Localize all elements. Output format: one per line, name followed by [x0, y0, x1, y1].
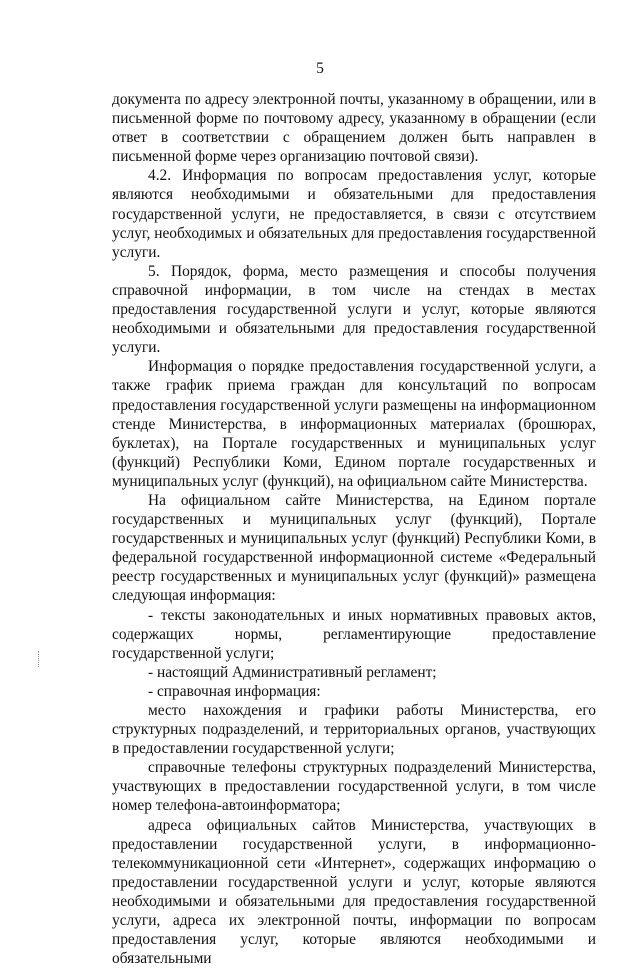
scan-margin-mark [38, 651, 40, 667]
paragraph-location-schedule: место нахождения и графики работы Министерства, его структурных подразделений, и территориальных органов, участвующих в предоставлении государственной услуги; [112, 702, 596, 758]
paragraph-websites: адреса официальных сайтов Министерства, участвующих в предоставлении государственной услуги, в информационно-телекоммуникационной сети «Интернет», содержащих информацию о предоставлении государственной услуги и услуг, которые являются необходимыми и обязательными для предоставления государственной услуги, адреса их электронной почты, информации по вопросам предоставления услуг, которые являются необходимыми и обязательными [112, 816, 596, 968]
list-item-legal-acts: - тексты законодательных и иных нормативных правовых актов, содержащих нормы, регламентирующие предоставление государственной услуги; [112, 606, 596, 662]
paragraph-5-heading: 5. Порядок, форма, место размещения и способы получения справочной информации, в том числе на стендах в местах предоставления государственной услуги и услуг, которые являются необходимыми и обязательными для предоставления государственной услуги. [112, 262, 596, 357]
paragraph-phones: справочные телефоны структурных подразделений Министерства, участвующих в предоставлении государственной услуги, в том числе номер телефона-автоинформатора; [112, 759, 596, 815]
paragraph-official-site: На официальном сайте Министерства, на Едином портале государственных и муниципальных услуг (функций), Портале государственных и муниципальных услуг (функций) Республики Коми, в федеральной государственной информационной системе «Федеральный реестр государственных и муниципальных услуг (функций)» размещена следующая информация: [112, 491, 596, 605]
document-body [112, 90, 596, 968]
list-item-regulation: - настоящий Административный регламент; [148, 663, 437, 681]
list-item-reference-info: - справочная информация: [148, 682, 321, 700]
paragraph-4-2: 4.2. Информация по вопросам предоставления услуг, которые являются необходимыми и обязательными для предоставления государственной услуги, не предоставляется, в связи с отсутствием услуг, необходимых и обязательных для предоставления государственной услуги. [112, 167, 596, 261]
paragraph-info-procedure: Информация о порядке предоставления государственной услуги, а также график приема граждан для консультаций по вопросам предоставления государственной услуги размещены на информационном стенде Министерства, в информационных материалах (брошюрах, буклетах), на Портале государственных и муниципальных услуг (функций) Республики Коми, Едином портале государственных и муниципальных услуг (функций), на официальном сайте Министерства. [112, 358, 596, 490]
page-number: 5 [316, 60, 324, 77]
paragraph-continuation: документа по адресу электронной почты, указанному в обращении, или в письменной форме по почтовому адресу, указанному в обращении (если ответ в соответствии с обращением должен быть направлен в письменной форме через организацию почтовой связи). [112, 91, 596, 166]
